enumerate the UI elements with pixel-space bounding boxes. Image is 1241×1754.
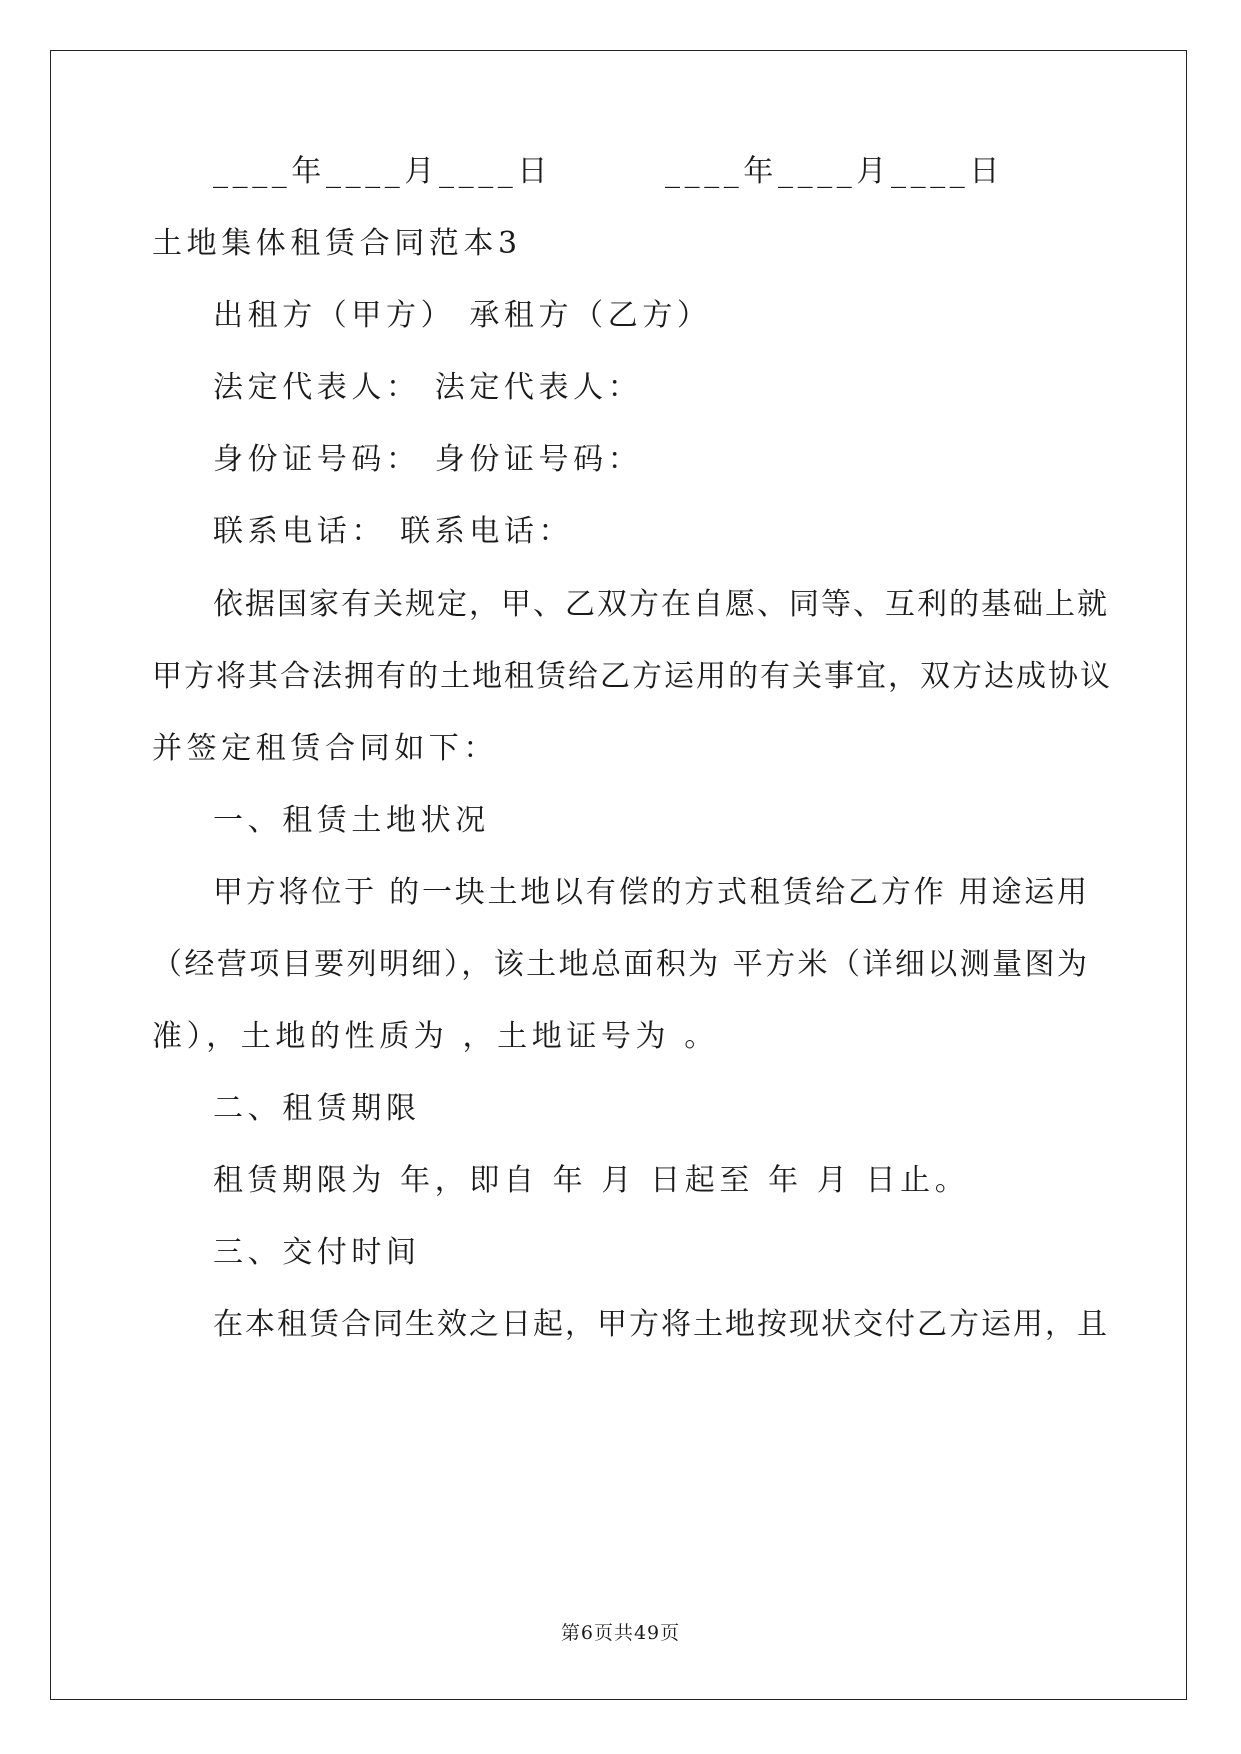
section3-heading: 三、交付时间 [213,1235,421,1270]
section2-line-1: 租赁期限为 年，即自 年 月 日起至 年 月 日止。 [213,1163,970,1198]
representative-line: 法定代表人： 法定代表人： [213,370,643,405]
section1-line-3: 准），土地的性质为 ，土地证号为 。 [152,1019,719,1054]
section1-line-1: 甲方将位于 的一块土地以有偿的方式租赁给乙方作 用途运用 [213,875,1089,910]
page-total: 共49页 [613,1622,681,1644]
page-footer [0,1624,1241,1643]
intro-line-1: 依据国家有关规定，甲、乙双方在自愿、同等、互利的基础上就 [213,587,1109,622]
date-left: ____年____月____日 [213,154,552,189]
intro-line-2: 甲方将其合法拥有的土地租赁给乙方运用的有关事宜，双方达成协议 [152,659,1112,694]
section1-heading: 一、租赁土地状况 [213,803,490,838]
section2-heading: 二、租赁期限 [213,1091,421,1126]
section1-line-2: （经营项目要列明细），该土地总面积为 平方米（详细以测量图为 [152,947,1089,982]
section3-line-1: 在本租赁合同生效之日起，甲方将土地按现状交付乙方运用，且 [213,1307,1109,1342]
phone-line: 联系电话： 联系电话： [213,514,574,549]
intro-line-3: 并签定租赁合同如下： [152,731,498,766]
document-title: 土地集体租赁合同范本3 [152,226,522,261]
page-number: 第6页 [560,1622,614,1644]
date-right: ____年____月____日 [665,154,1004,189]
parties-line: 出租方（甲方） 承租方（乙方） [213,298,712,333]
id-number-line: 身份证号码： 身份证号码： [213,442,643,477]
